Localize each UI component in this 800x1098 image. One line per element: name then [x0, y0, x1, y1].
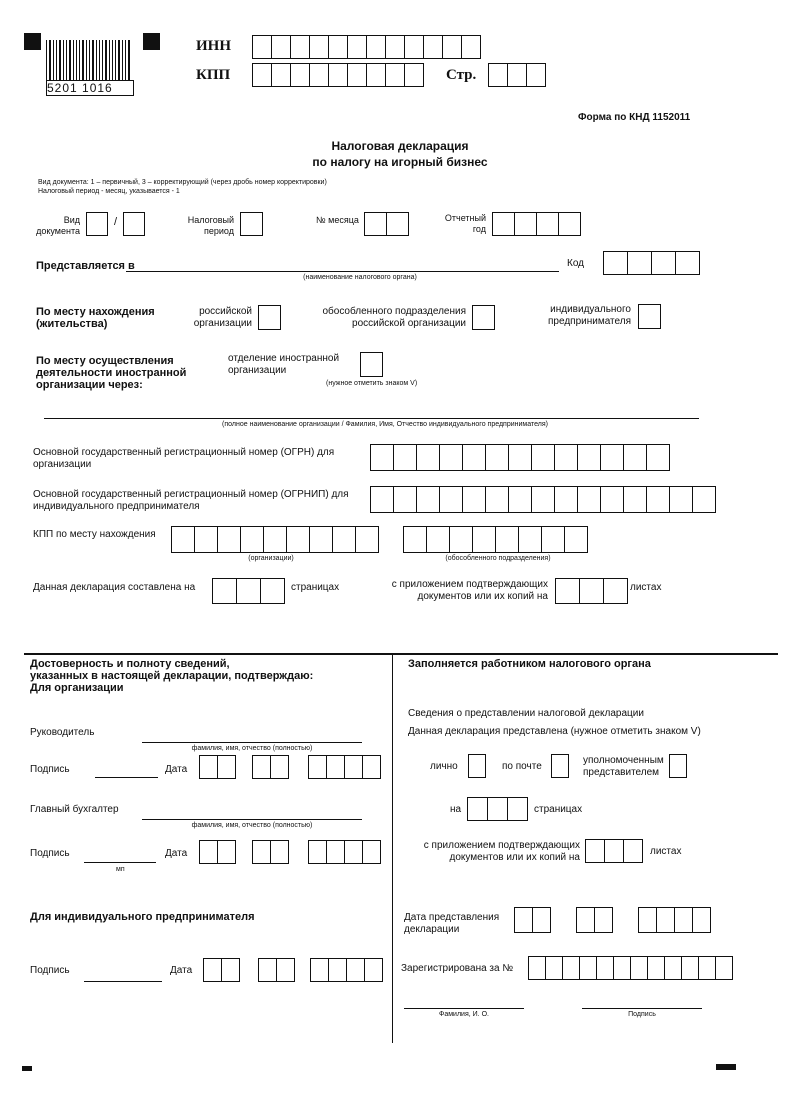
input-cell[interactable]: [485, 486, 509, 513]
input-cell[interactable]: [416, 444, 440, 471]
input-cell[interactable]: [508, 444, 532, 471]
input-cell[interactable]: [638, 907, 657, 933]
barcode-bar: [82, 40, 84, 80]
input-cell[interactable]: [646, 486, 670, 513]
barcode-bar: [96, 40, 97, 80]
barcode-bar: [76, 40, 77, 80]
input-cell[interactable]: [252, 755, 271, 779]
input-cell[interactable]: [286, 526, 310, 553]
barcode-bar: [56, 40, 57, 80]
barcode-bar: [53, 40, 54, 80]
input-cell[interactable]: [627, 251, 652, 275]
input-cell[interactable]: [531, 444, 555, 471]
tax-period-box[interactable]: [240, 212, 263, 236]
input-cell[interactable]: [656, 907, 675, 933]
input-cell[interactable]: [276, 958, 295, 982]
representative-checkbox[interactable]: [669, 754, 687, 778]
input-cell[interactable]: [217, 755, 236, 779]
code-label: Код: [567, 258, 585, 269]
input-cell[interactable]: [344, 840, 363, 864]
input-cell[interactable]: [347, 63, 367, 87]
input-cell[interactable]: [698, 956, 716, 980]
kpp-location-label: КПП по месту нахождения: [33, 529, 156, 540]
input-cell[interactable]: [449, 526, 473, 553]
input-cell[interactable]: [461, 35, 481, 59]
sheets-boxes[interactable]: [555, 578, 628, 604]
input-cell[interactable]: [328, 958, 347, 982]
input-cell[interactable]: [385, 63, 405, 87]
fullname-line[interactable]: [44, 418, 699, 419]
input-cell[interactable]: [715, 956, 733, 980]
right-sheets-boxes[interactable]: [585, 839, 643, 863]
page-boxes[interactable]: [488, 63, 546, 87]
input-cell[interactable]: [675, 251, 700, 275]
head-date-day[interactable]: [199, 755, 236, 779]
input-cell[interactable]: [309, 63, 329, 87]
corner-marker: [24, 33, 41, 50]
input-cell[interactable]: [554, 486, 578, 513]
input-cell[interactable]: [217, 526, 241, 553]
inn-boxes[interactable]: [252, 35, 481, 59]
declaration-page: 5201 1016 ИНН КПП Стр. Форма по КНД 1152011 Налоговая декларация по налогу на игорный бизнес Вид документа: 1 – первичный, 3 – корректирующий (через дробь номер корректировки) Налоговый период - месяц, указывается - 1 Вид документа / Налоговый период № месяца Отчетный год Представляется в (наименование налогового органа) Код По месту нахождения (жительства) российской организации обособленного подразделения российской организации индивидуального предпринимателя По месту осуществления деятельности иностранной организации через: отделение иностранной организации (нужное отметить знаком V) (полное наименование организации / Фамилия, Имя, Отчество индивидуального предпринимателя) Основной государственный регистрационный номер (ОГРН) для организации Основной государственный регистрационный номер (ОГРНИП) для индивидуального предпринимателя КПП по месту нахождения (организации) (обособленного подразделения) Данная декларация составлена на страницах с приложением подтверждающих документов или их копий на листах Достоверность и полноту сведений, указанных в настоящей декларации, подтверждаю: Для организации Руководитель фамилия, имя, отчество (полностью) Подпись Дата Главный бухгалтер фамилия, имя, отчество (полностью) Подпись мп Дата Для индивидуального предпринимателя Подпись Дата Заполняется работником налогового органа Сведения о представлении налоговой декларации Данная декларация представлена (нужное отметить знаком V) лично по почте уполномоченным представителем на страницах с приложением подтверждающих документов или их копий на листах Дата представления декларации Зарегистрирована за № Фамилия, И. О. Подпись: [0, 0, 800, 1098]
column-divider: [392, 653, 393, 1043]
ie-date-year[interactable]: [310, 958, 383, 982]
input-cell[interactable]: [585, 839, 605, 863]
code-boxes[interactable]: [603, 251, 700, 275]
input-cell[interactable]: [507, 797, 528, 821]
input-cell[interactable]: [171, 526, 195, 553]
barcode-bar: [118, 40, 120, 80]
corner-marker: [716, 1064, 736, 1070]
tax-period-label: Налоговый: [187, 215, 234, 225]
period-note: Налоговый период - месяц, указывается - 1: [38, 188, 180, 195]
ogrnip-boxes[interactable]: [370, 486, 716, 513]
input-cell[interactable]: [263, 526, 287, 553]
section-divider: [24, 653, 778, 655]
input-cell[interactable]: [271, 35, 291, 59]
input-cell[interactable]: [623, 486, 647, 513]
input-cell[interactable]: [260, 578, 285, 604]
input-cell[interactable]: [564, 526, 588, 553]
mark-note: (нужное отметить знаком V): [326, 380, 418, 387]
input-cell[interactable]: [532, 907, 551, 933]
head-signature-line[interactable]: [95, 777, 158, 778]
input-cell[interactable]: [309, 526, 333, 553]
kpp-org-boxes[interactable]: [171, 526, 379, 553]
accountant-date-month[interactable]: [252, 840, 289, 864]
input-cell[interactable]: [562, 956, 580, 980]
submission-date-day[interactable]: [514, 907, 551, 933]
barcode-bar: [125, 40, 126, 80]
input-cell[interactable]: [681, 956, 699, 980]
input-cell[interactable]: [576, 907, 595, 933]
right-pages-boxes[interactable]: [467, 797, 528, 821]
input-cell[interactable]: [346, 958, 365, 982]
input-cell[interactable]: [385, 35, 405, 59]
input-cell[interactable]: [646, 444, 670, 471]
input-cell[interactable]: [488, 63, 508, 87]
input-cell[interactable]: [252, 63, 272, 87]
kpp-branch-boxes[interactable]: [403, 526, 588, 553]
input-cell[interactable]: [199, 840, 218, 864]
input-cell[interactable]: [526, 63, 546, 87]
input-cell[interactable]: [203, 958, 222, 982]
input-cell[interactable]: [252, 840, 271, 864]
input-cell[interactable]: [647, 956, 665, 980]
ie-signature-line[interactable]: [84, 981, 162, 982]
input-cell[interactable]: [393, 444, 417, 471]
input-cell[interactable]: [623, 444, 647, 471]
input-cell[interactable]: [558, 212, 581, 236]
input-cell[interactable]: [217, 840, 236, 864]
barcode-bar: [79, 40, 80, 80]
input-cell[interactable]: [554, 444, 578, 471]
kpp-boxes[interactable]: [252, 63, 424, 87]
input-cell[interactable]: [492, 212, 515, 236]
input-cell[interactable]: [364, 212, 387, 236]
sign-line[interactable]: [582, 1008, 702, 1009]
input-cell[interactable]: [467, 797, 488, 821]
barcode-bar: [46, 40, 47, 80]
authority-line[interactable]: [126, 271, 559, 272]
location-label: По месту нахождения: [36, 306, 155, 318]
accountant-date-year[interactable]: [308, 840, 381, 864]
input-cell[interactable]: [692, 486, 716, 513]
input-cell[interactable]: [364, 958, 383, 982]
input-cell[interactable]: [630, 956, 648, 980]
input-cell[interactable]: [404, 63, 424, 87]
input-cell[interactable]: [416, 486, 440, 513]
input-cell[interactable]: [370, 486, 394, 513]
russian-org-checkbox[interactable]: [258, 305, 281, 330]
corner-marker: [143, 33, 160, 50]
input-cell[interactable]: [555, 578, 580, 604]
input-cell[interactable]: [236, 578, 261, 604]
input-cell[interactable]: [240, 526, 264, 553]
input-cell[interactable]: [507, 63, 527, 87]
input-cell[interactable]: [393, 486, 417, 513]
title-line1: Налоговая декларация: [331, 139, 469, 153]
input-cell[interactable]: [514, 907, 533, 933]
title-line2: по налогу на игорный бизнес: [312, 155, 488, 169]
registration-number-boxes[interactable]: [528, 956, 733, 980]
input-cell[interactable]: [194, 526, 218, 553]
input-cell[interactable]: [271, 63, 291, 87]
input-cell[interactable]: [290, 35, 310, 59]
input-cell[interactable]: [386, 212, 409, 236]
input-cell[interactable]: [270, 840, 289, 864]
foreign-branch-checkbox[interactable]: [360, 352, 383, 377]
input-cell[interactable]: [495, 526, 519, 553]
input-cell[interactable]: [258, 958, 277, 982]
input-cell[interactable]: [199, 755, 218, 779]
input-cell[interactable]: [403, 526, 427, 553]
input-cell[interactable]: [664, 956, 682, 980]
input-cell[interactable]: [326, 840, 345, 864]
input-cell[interactable]: [332, 526, 356, 553]
submitted-to-label: Представляется в: [36, 260, 135, 272]
input-cell[interactable]: [326, 755, 345, 779]
input-cell[interactable]: [536, 212, 559, 236]
kpp-label: КПП: [196, 67, 231, 83]
input-cell[interactable]: [603, 251, 628, 275]
correction-box[interactable]: [123, 212, 145, 236]
page-label: Стр.: [446, 67, 477, 83]
barcode-bar: [99, 40, 100, 80]
input-cell[interactable]: [541, 526, 565, 553]
barcode-bar: [122, 40, 123, 80]
input-cell[interactable]: [623, 839, 643, 863]
head-date-month[interactable]: [252, 755, 289, 779]
input-cell[interactable]: [508, 486, 532, 513]
input-cell[interactable]: [328, 35, 348, 59]
input-cell[interactable]: [362, 840, 381, 864]
input-cell[interactable]: [594, 907, 613, 933]
submission-date-year[interactable]: [638, 907, 711, 933]
barcode-bar: [109, 40, 110, 80]
personally-checkbox[interactable]: [468, 754, 486, 778]
input-cell[interactable]: [308, 840, 327, 864]
input-cell[interactable]: [613, 956, 631, 980]
input-cell[interactable]: [528, 956, 546, 980]
input-cell[interactable]: [404, 35, 424, 59]
input-cell[interactable]: [270, 755, 289, 779]
barcode-number: 5201 1016: [46, 80, 134, 96]
barcode-bar: [105, 40, 107, 80]
barcode: [46, 40, 136, 80]
input-cell[interactable]: [366, 35, 386, 59]
input-cell[interactable]: [487, 797, 508, 821]
input-cell[interactable]: [603, 578, 628, 604]
barcode-bar: [86, 40, 87, 80]
head-name-line[interactable]: [142, 742, 362, 743]
input-cell[interactable]: [423, 35, 443, 59]
input-cell[interactable]: [669, 486, 693, 513]
form-code: Форма по КНД 1152011: [578, 112, 691, 123]
month-label: № месяца: [316, 215, 359, 225]
doc-kind-label: Вид: [63, 215, 80, 225]
barcode-bar: [102, 40, 103, 80]
input-cell[interactable]: [577, 444, 601, 471]
barcode-bar: [69, 40, 71, 80]
barcode-bar: [92, 40, 94, 80]
head-date-year[interactable]: [308, 755, 381, 779]
ogrn-boxes[interactable]: [370, 444, 670, 471]
input-cell[interactable]: [579, 956, 597, 980]
barcode-bar: [128, 40, 130, 80]
input-cell[interactable]: [462, 486, 486, 513]
input-cell[interactable]: [221, 958, 240, 982]
month-boxes[interactable]: [364, 212, 409, 236]
ie-date-month[interactable]: [258, 958, 295, 982]
doc-kind-box[interactable]: [86, 212, 108, 236]
input-cell[interactable]: [485, 444, 509, 471]
input-cell[interactable]: [462, 444, 486, 471]
inn-label: ИНН: [196, 38, 232, 54]
input-cell[interactable]: [426, 526, 450, 553]
input-cell[interactable]: [600, 486, 624, 513]
input-cell[interactable]: [531, 486, 555, 513]
barcode-bar: [63, 40, 64, 80]
input-cell[interactable]: [328, 63, 348, 87]
input-cell[interactable]: [290, 63, 310, 87]
pages-boxes[interactable]: [212, 578, 285, 604]
branch-checkbox[interactable]: [472, 305, 495, 330]
input-cell[interactable]: [370, 444, 394, 471]
input-cell[interactable]: [518, 526, 542, 553]
barcode-bar: [112, 40, 113, 80]
barcode-bar: [115, 40, 116, 80]
input-cell[interactable]: [514, 212, 537, 236]
accountant-date-day[interactable]: [199, 840, 236, 864]
corner-marker: [22, 1066, 32, 1071]
input-cell[interactable]: [355, 526, 379, 553]
input-cell[interactable]: [366, 63, 386, 87]
barcode-bar: [73, 40, 74, 80]
year-label: Отчетный: [444, 213, 486, 223]
input-cell[interactable]: [442, 35, 462, 59]
input-cell[interactable]: [604, 839, 624, 863]
input-cell[interactable]: [252, 35, 272, 59]
fio-line[interactable]: [404, 1008, 524, 1009]
barcode-bar: [59, 40, 61, 80]
input-cell[interactable]: [309, 35, 329, 59]
input-cell[interactable]: [439, 486, 463, 513]
input-cell[interactable]: [692, 907, 711, 933]
barcode-bar: [89, 40, 90, 80]
input-cell[interactable]: [651, 251, 676, 275]
input-cell[interactable]: [212, 578, 237, 604]
mail-checkbox[interactable]: [551, 754, 569, 778]
input-cell[interactable]: [344, 755, 363, 779]
input-cell[interactable]: [347, 35, 367, 59]
input-cell[interactable]: [439, 444, 463, 471]
input-cell[interactable]: [600, 444, 624, 471]
accountant-signature-line[interactable]: [84, 862, 156, 863]
submission-date-month[interactable]: [576, 907, 613, 933]
authority-caption: (наименование налогового органа): [303, 274, 417, 281]
input-cell[interactable]: [674, 907, 693, 933]
doc-type-note: Вид документа: 1 – первичный, 3 – корректирующий (через дробь номер корректировки): [38, 179, 327, 186]
ie-checkbox[interactable]: [638, 304, 661, 329]
barcode-bar: [49, 40, 51, 80]
input-cell[interactable]: [596, 956, 614, 980]
fullname-caption: (полное наименование организации / Фамилия, Имя, Отчество индивидуального предпринимателя): [222, 421, 548, 428]
input-cell[interactable]: [472, 526, 496, 553]
input-cell[interactable]: [362, 755, 381, 779]
barcode-bar: [66, 40, 67, 80]
accountant-name-line[interactable]: [142, 819, 362, 820]
input-cell[interactable]: [577, 486, 601, 513]
input-cell[interactable]: [545, 956, 563, 980]
ie-date-day[interactable]: [203, 958, 240, 982]
year-boxes[interactable]: [492, 212, 581, 236]
input-cell[interactable]: [579, 578, 604, 604]
input-cell[interactable]: [308, 755, 327, 779]
input-cell[interactable]: [310, 958, 329, 982]
